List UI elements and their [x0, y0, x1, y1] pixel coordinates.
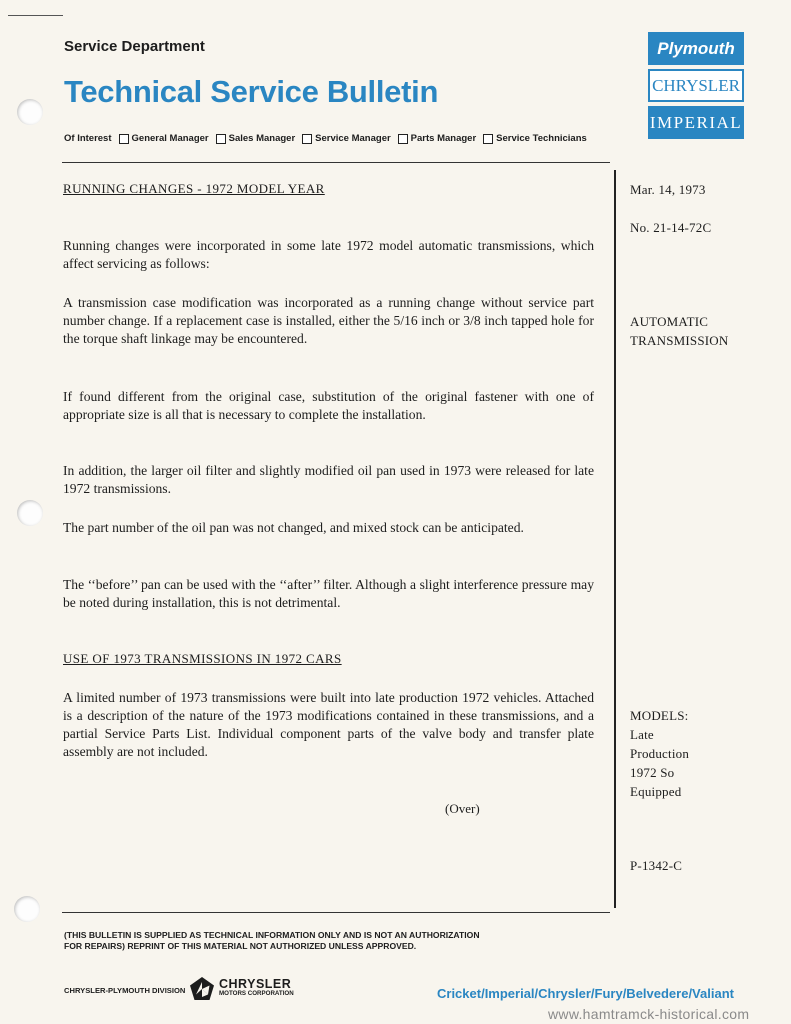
section-heading-1973-transmissions: USE OF 1973 TRANSMISSIONS IN 1972 CARS [63, 651, 342, 666]
chrysler-corporation-logo [189, 976, 294, 1002]
checkbox-icon [216, 134, 226, 144]
watermark: www.hamtramck-historical.com [548, 1006, 750, 1022]
corporation-name: CHRYSLER MOTORS CORPORATION [219, 977, 294, 997]
paragraph: Running changes were incorporated in some late 1972 model automatic transmissions, which affect servicing as follows: [63, 238, 594, 271]
paragraph: The ‘‘before’’ pan can be used with the ‘‘after’’ filter. Although a slight interference pressure may be noted during installation, this is not detrimental. [63, 577, 594, 610]
paragraph: In addition, the larger oil filter and slightly modified oil pan used in 1973 were released for late 1972 transmissions. [63, 463, 594, 496]
checkbox-icon [302, 134, 312, 144]
checkbox-icon [398, 134, 408, 144]
column-divider [614, 170, 616, 908]
binder-hole [17, 500, 43, 526]
paragraph: The part number of the oil pan was not changed, and mixed stock can be anticipated. [63, 520, 524, 535]
interest-option-sales-manager: Sales Manager [216, 133, 296, 144]
disclaimer: (THIS BULLETIN IS SUPPLIED AS TECHNICAL INFORMATION ONLY AND IS NOT AN AUTHORIZATION FOR REPAIRS) REPRINT OF THIS MATERIAL NOT AUTHORIZED UNLESS APPROVED. [64, 930, 480, 951]
models-line: Production [630, 746, 690, 761]
interest-checklist [64, 133, 587, 144]
pentastar-icon [189, 976, 215, 1002]
over-note: (Over) [445, 801, 480, 816]
models-label: MODELS: [630, 708, 689, 723]
paragraph: A limited number of 1973 transmissions were built into late production 1972 vehicles. Attached is a description of the nature of the 1973 modifications contained in these transmissions, and a partial Service Parts List. Individual component parts of the valve body and transfer plate assembly are not included. [63, 690, 594, 759]
bulletin-date: Mar. 14, 1973 [630, 182, 706, 197]
brand-imperial: IMPERIAL [648, 106, 744, 139]
models-line: Equipped [630, 784, 682, 799]
checkbox-icon [483, 134, 493, 144]
department-label: Service Department [64, 38, 205, 55]
brand-logos [648, 32, 744, 139]
subject-line: AUTOMATIC [630, 314, 709, 329]
corner-mark [8, 15, 63, 16]
subject-line: TRANSMISSION [630, 333, 729, 348]
model-lineup: Cricket/Imperial/Chrysler/Fury/Belvedere/Valiant [437, 986, 734, 1001]
interest-option-parts-manager: Parts Manager [398, 133, 476, 144]
brand-chrysler: CHRYSLER [648, 69, 744, 102]
brand-plymouth: Plymouth [648, 32, 744, 65]
binder-hole [14, 896, 40, 922]
interest-label: Of Interest [64, 133, 112, 144]
section-heading-running-changes: RUNNING CHANGES - 1972 MODEL YEAR [63, 181, 325, 196]
bulletin-number: No. 21-14-72C [630, 220, 712, 235]
checkbox-icon [119, 134, 129, 144]
models-line: Late [630, 727, 654, 742]
header-rule [62, 162, 610, 163]
footer-rule [62, 912, 610, 913]
models-line: 1972 So [630, 765, 675, 780]
interest-option-service-technicians: Service Technicians [483, 133, 587, 144]
interest-option-service-manager: Service Manager [302, 133, 391, 144]
paragraph: If found different from the original case, substitution of the original fastener with one of appropriate size is all that is necessary to complete the installation. [63, 389, 594, 422]
form-number: P-1342-C [630, 858, 683, 873]
paragraph: A transmission case modification was incorporated as a running change without service part number change. If a replacement case is installed, either the 5/16 inch or 3/8 inch tapped hole for the torque shaft linkage may be encountered. [63, 295, 594, 346]
division-name: CHRYSLER-PLYMOUTH DIVISION [64, 986, 186, 995]
interest-option-general-manager: General Manager [119, 133, 209, 144]
binder-hole [17, 99, 43, 125]
page-title: Technical Service Bulletin [64, 74, 439, 109]
